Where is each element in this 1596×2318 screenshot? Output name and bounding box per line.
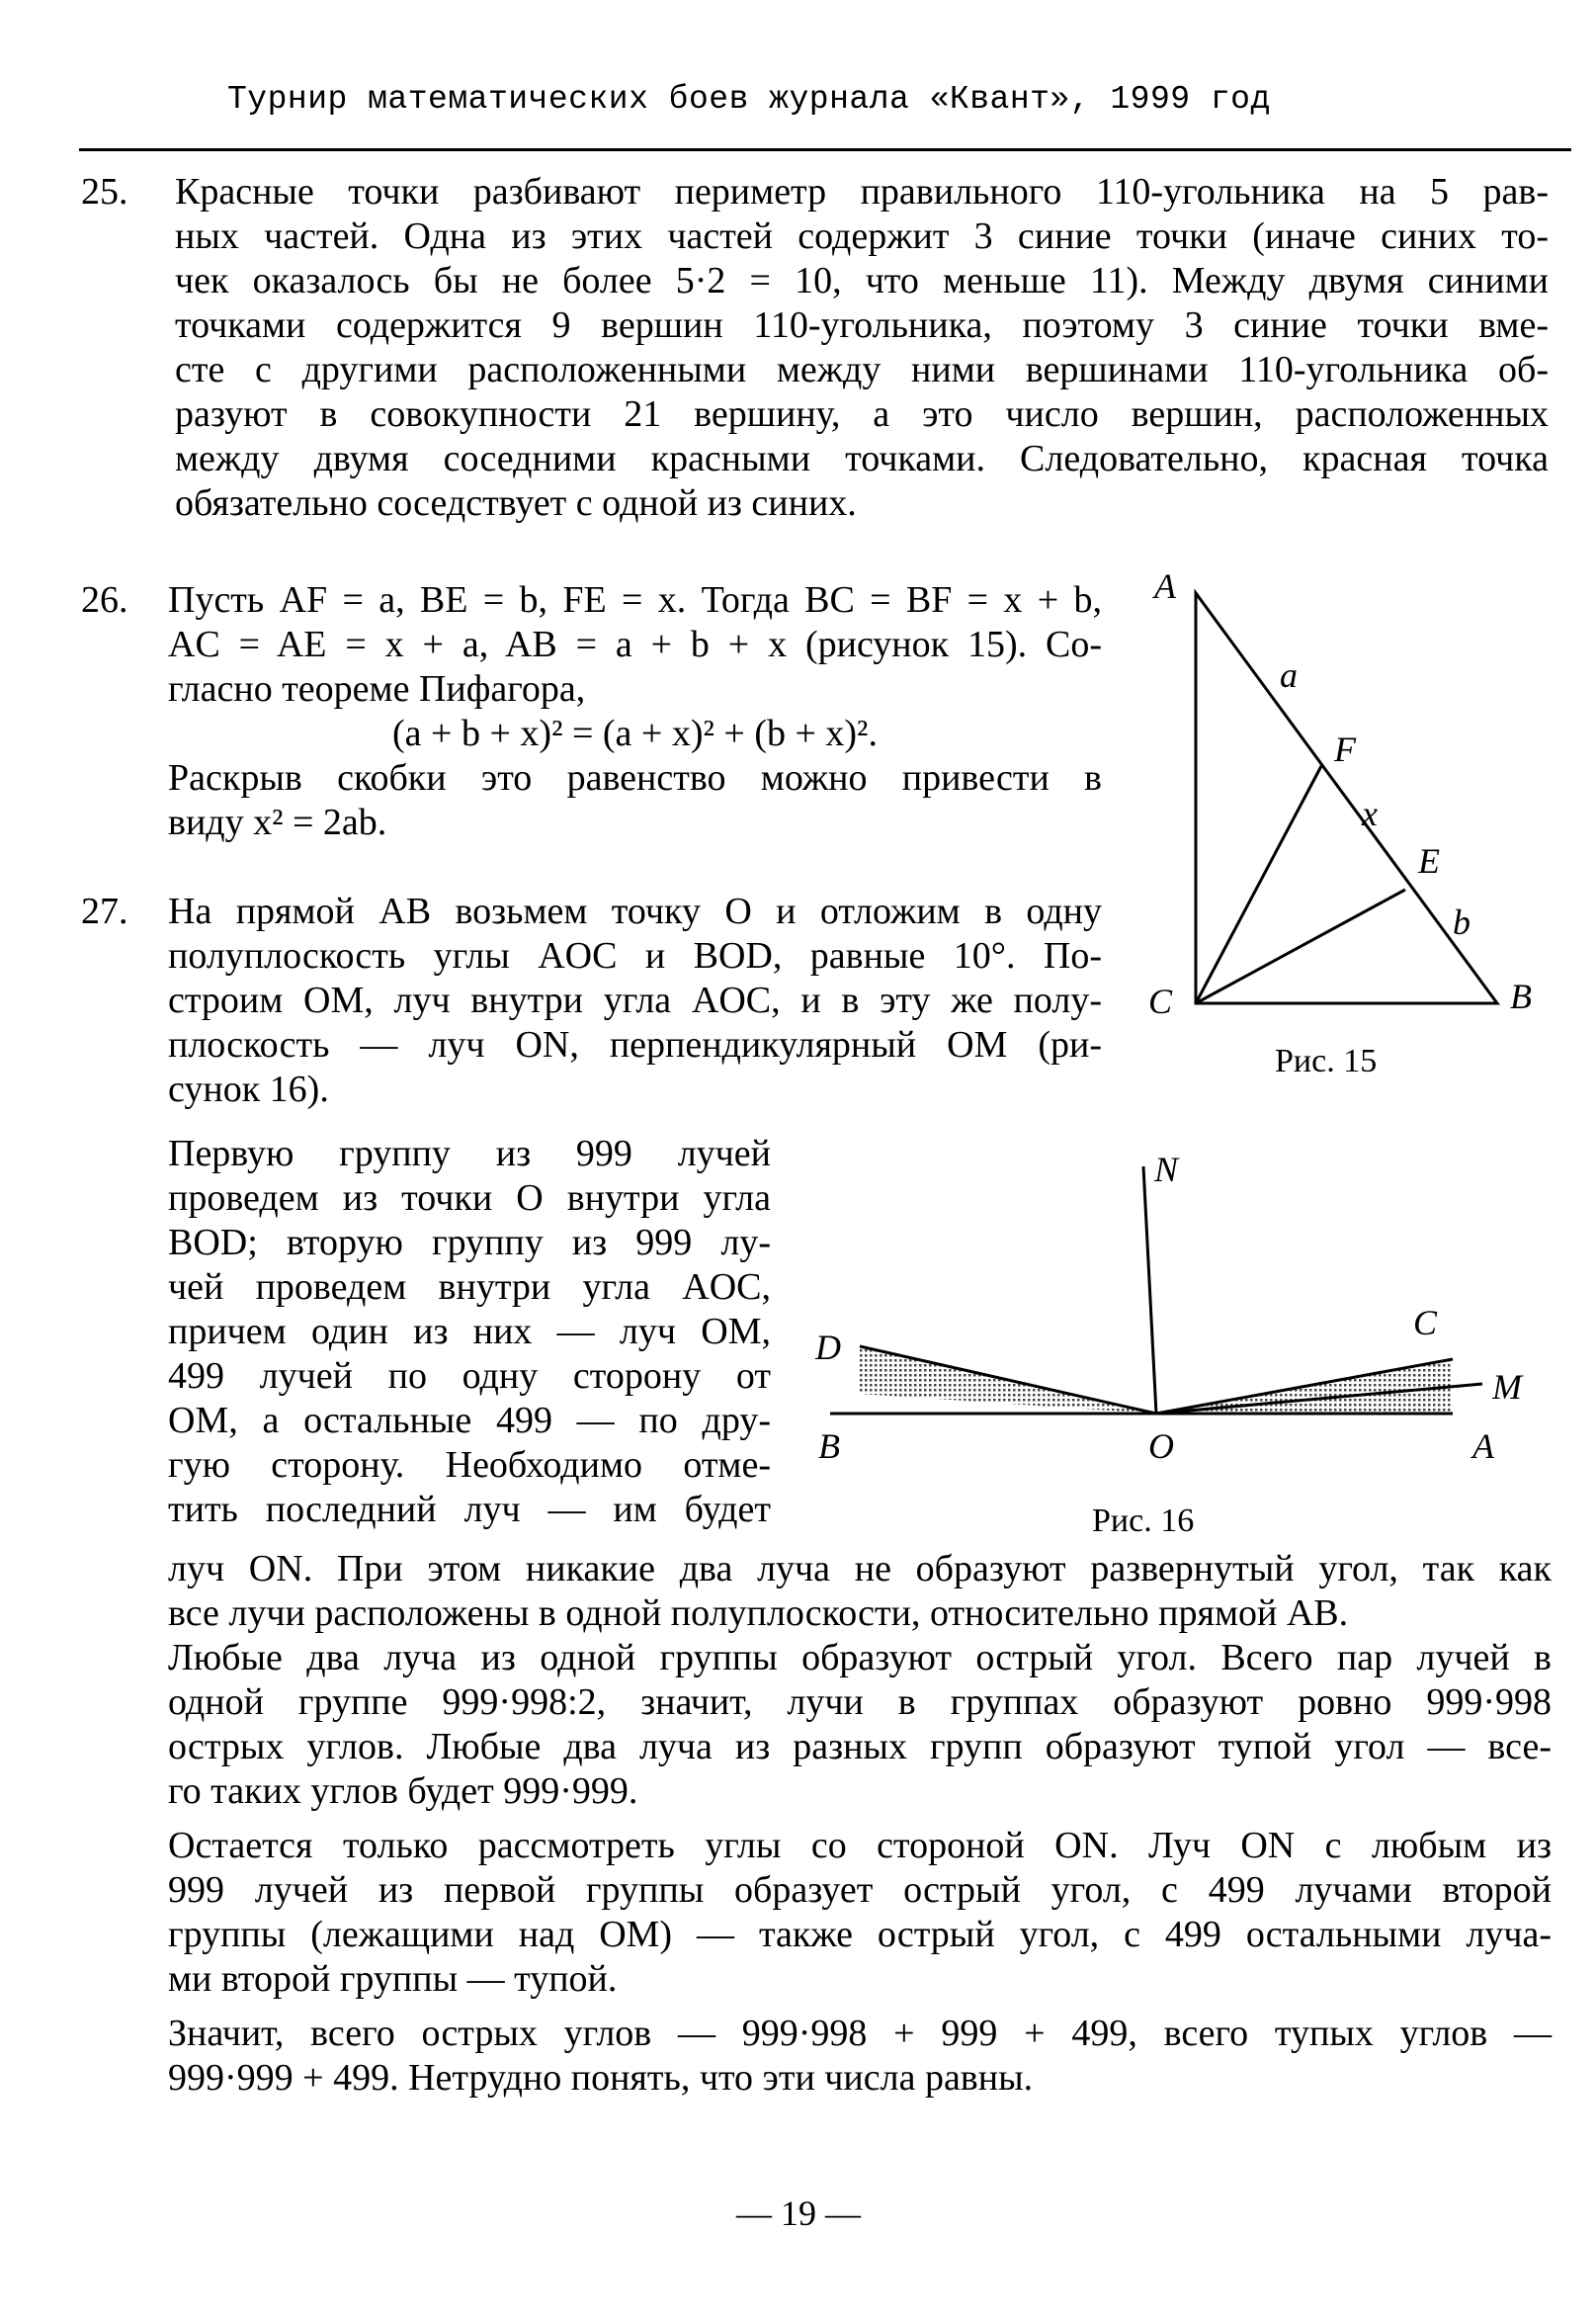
text-line: точками содержится 9 вершин 110-угольника, поэтому 3 синие точки вме- [175, 304, 1549, 346]
figure-16 [791, 1117, 1561, 1493]
problem-25-number: 25. [81, 171, 128, 213]
text-line: ных частей. Одна из этих частей содержит 3 синие точки (иначе синих то- [175, 215, 1549, 257]
text-line: Раскрыв скобки это равенство можно привести в [168, 757, 1102, 799]
text-line: луч ON. При этом никакие два луча не образуют развернутый угол, так как [168, 1548, 1552, 1589]
text-line: причем один из них — луч OM, [168, 1311, 771, 1352]
label-C: C [1148, 982, 1173, 1021]
figure-16-caption: Рис. 16 [1092, 1502, 1195, 1539]
text-line: Первую группу из 999 лучей [168, 1133, 771, 1174]
text-line: проведем из точки O внутри угла [168, 1177, 771, 1219]
text-line: обязательно соседствует с одной из синих. [175, 482, 857, 524]
text-line: Значит, всего острых углов — 999·998 + 999 + 499, всего тупых углов — [168, 2013, 1552, 2054]
problem-27-para2 [168, 1824, 1552, 2002]
text-line: 999 лучей из первой группы образует острый угол, с 499 лучами второй [168, 1869, 1552, 1911]
problem-27-para3 [168, 2012, 1552, 2101]
text-line: между двумя соседними красными точками. Следовательно, красная точка [175, 438, 1549, 479]
text-line: все лучи расположены в одной полуплоскости, относительно прямой AB. [168, 1592, 1349, 1634]
label-B: B [818, 1426, 840, 1466]
text-line: На прямой AB возьмем точку O и отложим в одну [168, 891, 1102, 932]
text-line: острых углов. Любые два луча из разных групп образуют тупой угол — все- [168, 1726, 1552, 1767]
problem-26-number: 26. [81, 579, 128, 621]
text-line: Красные точки разбивают периметр правильного 110-угольника на 5 рав- [175, 171, 1549, 213]
label-E: E [1418, 841, 1440, 881]
text-line: сте с другими расположенными между ними вершинами 110-угольника об- [175, 349, 1549, 390]
text-line: OM, а остальные 499 — по дру- [168, 1400, 771, 1441]
text-line: Любые два луча из одной группы образуют острый угол. Всего пар лучей в [168, 1637, 1552, 1678]
running-header: Турнир математических боев журнала «Квант», 1999 год [227, 81, 1271, 118]
label-A: A [1472, 1426, 1494, 1466]
label-a: a [1280, 655, 1298, 695]
text-line: полуплоскость углы AOC и BOD, равные 10°. По- [168, 935, 1102, 977]
label-B: B [1510, 977, 1532, 1016]
problem-27-number: 27. [81, 891, 128, 932]
problem-27-narrow [168, 1132, 771, 1532]
text-line: AC = AE = x + a, AB = a + b + x (рисунок 15). Со- [168, 624, 1102, 665]
text-line: BOD; вторую группу из 999 лу- [168, 1222, 771, 1263]
problem-26-text [168, 578, 1102, 845]
problem-25-text [175, 170, 1549, 526]
text-line: сунок 16). [168, 1069, 329, 1110]
text-line: виду x² = 2ab. [168, 802, 387, 843]
text-line: чей проведем внутри угла AOC, [168, 1266, 771, 1308]
text-line: го таких углов будет 999·999. [168, 1770, 638, 1812]
page-number: — 19 — [736, 2193, 861, 2233]
label-x: x [1362, 794, 1378, 833]
text-line: группы (лежащими над OM) — также острый угол, с 499 остальными луча- [168, 1914, 1552, 1955]
label-b: b [1453, 902, 1470, 942]
text-line: тить последний луч — им будет [168, 1489, 771, 1530]
pythagoras-formula: (a + b + x)² = (a + x)² + (b + x)². [392, 713, 878, 754]
problem-27-intro [168, 890, 1102, 1112]
text-line: Остается только рассмотреть углы со стороной ON. Луч ON с любым из [168, 1825, 1552, 1866]
text-line: строим OM, луч внутри угла AOC, и в эту же полу- [168, 980, 1102, 1021]
figure-15-caption: Рис. 15 [1275, 1043, 1378, 1079]
text-line: гую сторону. Необходимо отме- [168, 1444, 771, 1486]
text-line: чек оказалось бы не более 5·2 = 10, что меньше 11). Между двумя синими [175, 260, 1549, 301]
text-line: разуют в совокупности 21 вершину, а это число вершин, расположенных [175, 393, 1549, 435]
text-line: ми второй группы — тупой. [168, 1958, 618, 2000]
label-A: A [1154, 566, 1176, 606]
label-M: M [1492, 1367, 1522, 1407]
text-line: одной группе 999·998:2, значит, лучи в группах образуют ровно 999·998 [168, 1681, 1552, 1723]
text-line: 499 лучей по одну сторону от [168, 1355, 771, 1397]
label-O: O [1148, 1426, 1174, 1466]
text-line: 999·999 + 499. Нетрудно понять, что эти числа равны. [168, 2057, 1034, 2099]
problem-27-full [168, 1547, 1552, 1814]
label-D: D [815, 1328, 841, 1367]
label-N: N [1154, 1150, 1179, 1189]
header-rule [79, 148, 1571, 151]
figure-15 [1117, 563, 1552, 1038]
label-F: F [1334, 730, 1356, 769]
text-line: Пусть AF = a, BE = b, FE = x. Тогда BC = BF = x + b, [168, 579, 1102, 621]
text-line: гласно теореме Пифагора, [168, 668, 586, 710]
ray-on [1143, 1166, 1156, 1414]
text-line: плоскость — луч ON, перпендикулярный OM (ри- [168, 1024, 1102, 1066]
label-C: C [1413, 1303, 1438, 1342]
